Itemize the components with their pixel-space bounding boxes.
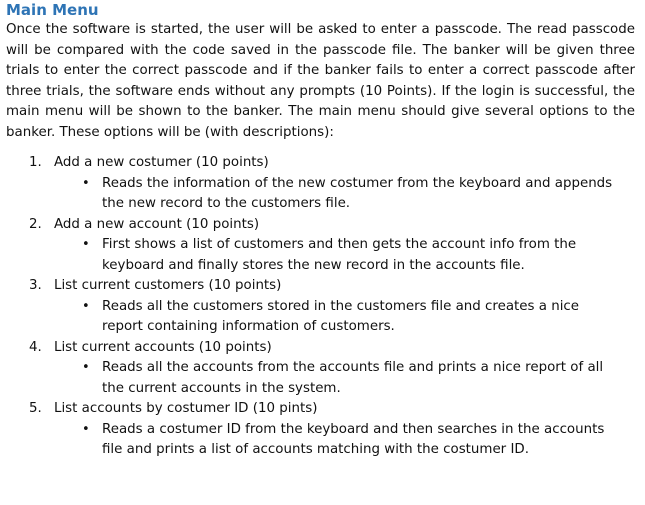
menu-option	[6, 153, 635, 215]
menu-option-description	[6, 358, 635, 399]
bullet-icon: •	[82, 298, 90, 314]
description-text: Reads the information of the new costumer from the keyboard and appends the new record to the customers file.	[102, 175, 613, 211]
menu-option-number: 2.	[29, 216, 42, 232]
description-text: Reads a costumer ID from the keyboard and then searches in the accounts file and prints a list of accounts matching with the costumer ID.	[102, 421, 605, 457]
menu-option	[6, 276, 635, 338]
menu-option-title	[6, 399, 635, 420]
menu-option-description	[6, 420, 635, 461]
description-text: Reads all the accounts from the accounts file and prints a nice report of all the current accounts in the system.	[102, 360, 604, 396]
bullet-icon: •	[82, 421, 90, 437]
menu-option-description	[6, 174, 635, 215]
menu-option-number: 1.	[29, 155, 42, 170]
menu-option	[6, 215, 635, 277]
menu-option-title	[6, 276, 635, 297]
menu-option	[6, 338, 635, 400]
description-text: Reads all the customers stored in the customers file and creates a nice report containing information of customers.	[102, 298, 580, 334]
description-text: First shows a list of customers and then gets the account info from the keyboard and finally stores the new record in the accounts file.	[102, 237, 577, 273]
menu-options-list	[6, 153, 635, 461]
bullet-icon: •	[82, 360, 90, 375]
menu-option-description	[6, 297, 635, 338]
section-heading: Main Menu	[6, 1, 99, 19]
menu-option-label: Add a new account (10 points)	[54, 216, 260, 232]
menu-option-number: 5.	[29, 401, 42, 416]
menu-option-title	[6, 153, 635, 174]
menu-option-label: List current accounts (10 points)	[54, 339, 272, 355]
bullet-icon: •	[82, 237, 90, 252]
intro-paragraph: Once the software is started, the user will be asked to enter a passcode. The read passcode will be compared with the code saved in the passcode file. The banker will be given three trials to enter the correct passcode and if the banker fails to enter a correct passcode after three trials, the software ends without any prompts (10 Points). If the login is successful, the main menu will be shown to the banker. The main menu should give several options to the banker. These options will be (with descriptions):	[6, 22, 635, 140]
bullet-icon: •	[82, 175, 90, 191]
menu-option-number: 3.	[29, 278, 42, 293]
menu-option-description	[6, 235, 635, 276]
menu-option-title	[6, 338, 635, 359]
menu-option	[6, 399, 635, 461]
menu-option-title	[6, 215, 635, 236]
menu-option-number: 4.	[29, 339, 42, 355]
menu-option-label: Add a new costumer (10 points)	[54, 155, 269, 170]
menu-option-label: List current customers (10 points)	[54, 278, 282, 293]
menu-option-label: List accounts by costumer ID (10 pints)	[54, 401, 318, 416]
